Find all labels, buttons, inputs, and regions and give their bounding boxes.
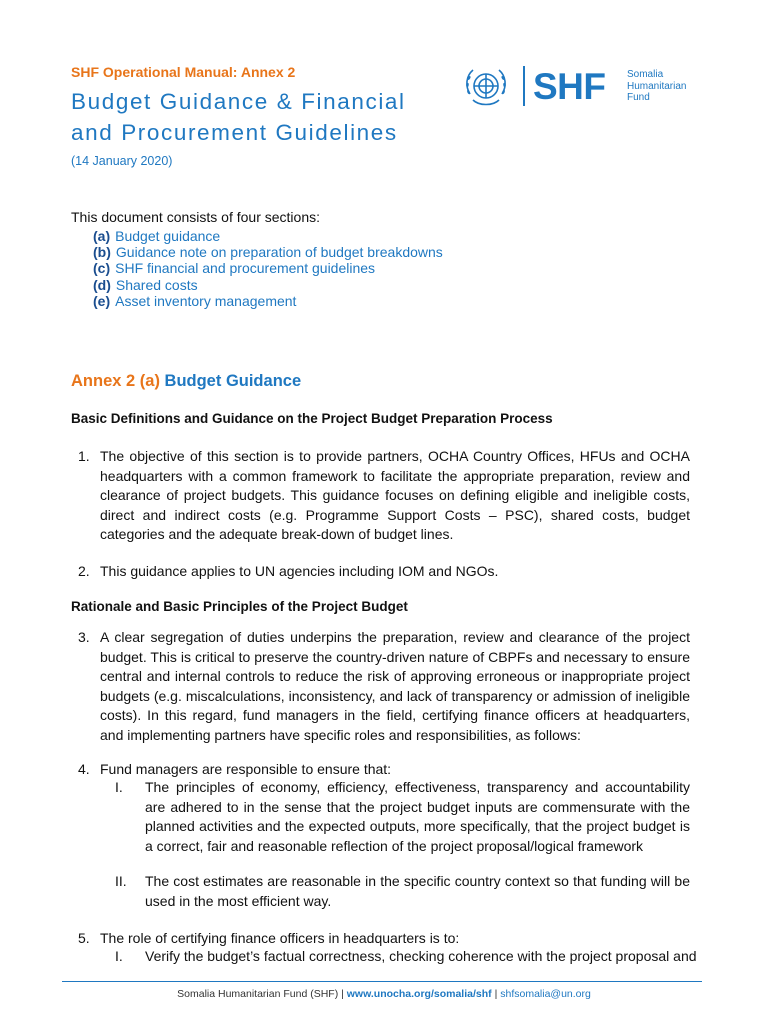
section-text: Budget guidance: [115, 228, 221, 244]
paragraph-number: 4.: [78, 761, 90, 777]
section-item[interactable]: [93, 260, 443, 276]
section-label: (a): [93, 228, 111, 244]
section-item[interactable]: [93, 244, 443, 260]
title-line-2: and Procurement Guidelines: [71, 120, 398, 145]
logo-divider: [523, 66, 525, 106]
logo-line-1: Somalia: [627, 69, 664, 80]
footer-org: Somalia Humanitarian Fund (SHF) |: [177, 988, 344, 1000]
paragraph-number: 1.: [78, 448, 90, 464]
section-item[interactable]: [93, 277, 443, 293]
page-title: [71, 86, 406, 148]
paragraph-4-ii: The cost estimates are reasonable in the specific country context so that funding will be used in the most efficient way.: [145, 873, 690, 909]
paragraph-4-i: The principles of economy, efficiency, effectiveness, transparency and accountability are adhered to in the sense that the project budget inputs are commensurate with the planned activities and the expected outputs, more specifically, that the project budget is a correct, fair and reasonable reflection of the project proposal/logical framework: [145, 779, 690, 854]
section-text: Shared costs: [115, 276, 198, 293]
title-line-1: Budget Guidance & Financial: [71, 89, 406, 114]
manual-kicker: SHF Operational Manual: Annex 2: [71, 64, 296, 80]
logo-line-3: Fund: [627, 92, 650, 103]
paragraph-number: 5.: [78, 930, 90, 946]
paragraph-2: This guidance applies to UN agencies including IOM and NGOs.: [100, 563, 499, 579]
section-item[interactable]: [93, 228, 443, 244]
paragraph-1: The objective of this section is to provide partners, OCHA Country Offices, HFUs and OCHA headquarters with a common framework to facilitate the appropriate preparation, review and clearance of project budgets. This guidance focuses on defining eligible and ineligible costs, direct and indirect costs (e.g. Programme Support Costs – PSC), shared costs, budget categories and the adequate break-down of budget lines.: [100, 448, 690, 543]
document-date: (14 January 2020): [71, 154, 173, 168]
annex-title: Budget Guidance: [164, 372, 302, 390]
intro-text: This document consists of four sections:: [71, 209, 320, 225]
section-label: (d): [93, 276, 111, 293]
logo-full-name: [627, 69, 707, 104]
annex-prefix: Annex 2 (a): [71, 372, 160, 390]
section-label: (c): [93, 260, 111, 277]
subitem-number: I.: [115, 948, 123, 964]
paragraph-5-i: Verify the budget’s factual correctness, checking coherence with the project proposal and: [145, 948, 697, 964]
shf-logo: [459, 61, 699, 113]
paragraph-number: 3.: [78, 629, 90, 645]
paragraph-number: 2.: [78, 563, 90, 579]
paragraph-4: Fund managers are responsible to ensure that:: [100, 761, 392, 777]
paragraph-5: The role of certifying finance officers in headquarters is to:: [100, 930, 460, 946]
section-text: Asset inventory management: [115, 292, 297, 309]
footer-website-link[interactable]: www.unocha.org/somalia/shf: [346, 988, 492, 1000]
section-item[interactable]: [93, 293, 443, 309]
paragraph-3: A clear segregation of duties underpins the preparation, review and clearance of the project budget. This is critical to preserve the country-driven nature of CBPFs and necessary to ensure central and internal controls to reduce the risk of approving erroneous or inappropriate project budgets (e.g. miscalculations, inconsistency, and lack of transparency or admission of ineligible costs). In this regard, fund managers in the field, certifying finance officers at headquarters, and implementing partners have specific roles and responsibilities, as follows:: [100, 629, 690, 743]
section-text: SHF financial and procurement guidelines: [115, 260, 376, 277]
annex-heading: [71, 372, 301, 391]
logo-line-2: Humanitarian: [627, 80, 687, 92]
subitem-number: I.: [115, 779, 123, 795]
footer-email-link[interactable]: shfsomalia@un.org: [500, 988, 591, 1000]
section-list: [93, 228, 443, 309]
subitem-number: II.: [115, 873, 127, 889]
section-label: (b): [93, 244, 111, 261]
footer-separator: |: [494, 988, 498, 1000]
logo-abbreviation: SHF: [533, 66, 606, 107]
subheading-definitions: Basic Definitions and Guidance on the Project Budget Preparation Process: [71, 411, 553, 426]
section-text: Guidance note on preparation of budget breakdowns: [115, 244, 443, 261]
section-label: (e): [93, 292, 111, 309]
un-emblem-icon: [461, 64, 511, 110]
page-footer: [0, 988, 768, 1000]
footer-divider: [62, 981, 702, 982]
subheading-rationale: Rationale and Basic Principles of the Project Budget: [71, 599, 408, 614]
